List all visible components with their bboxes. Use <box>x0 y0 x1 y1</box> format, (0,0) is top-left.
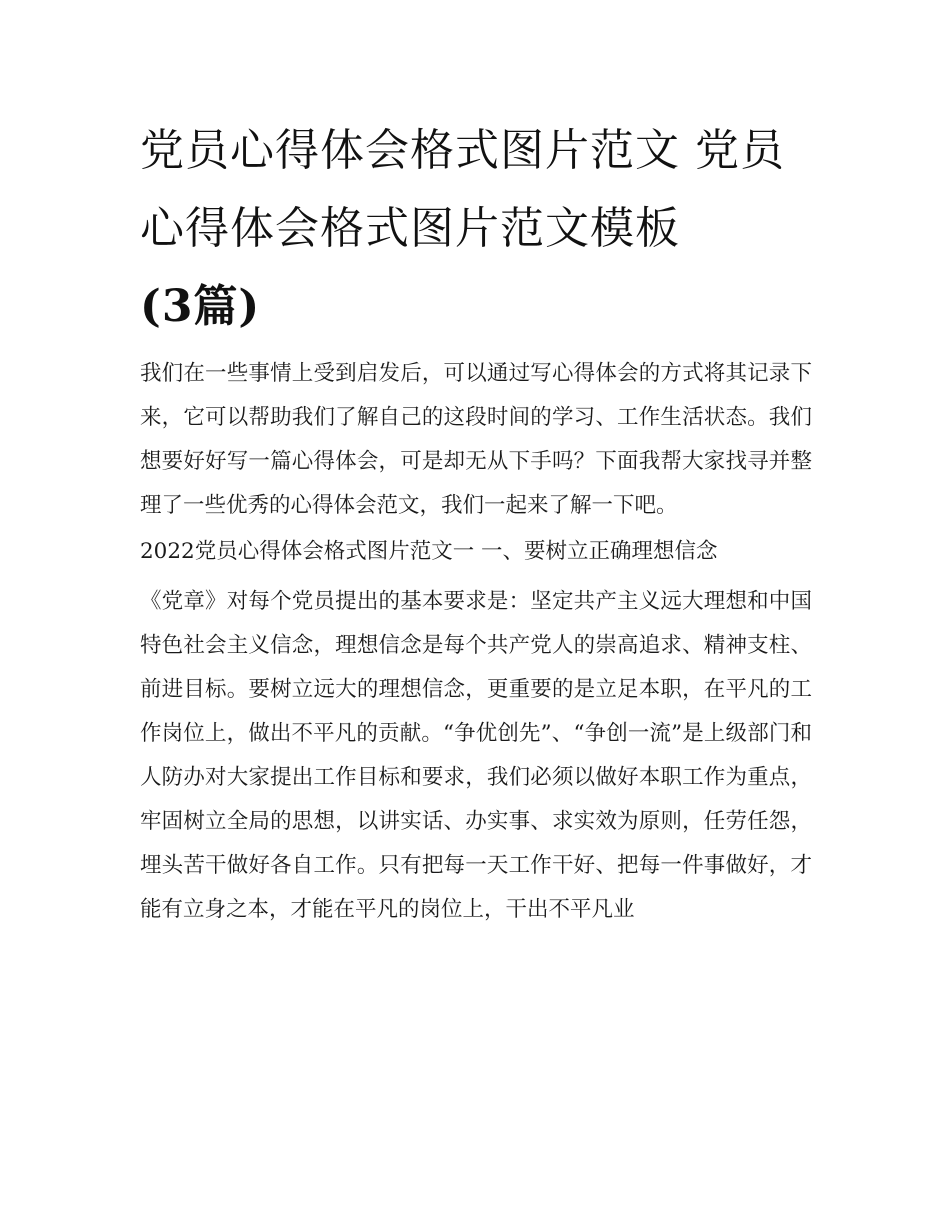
document-title-text: 党员心得体会格式图片范文 党员心得体会格式图片范文模板 <box>140 125 785 254</box>
document-title-suffix: (3篇) <box>140 281 261 332</box>
document-page <box>140 112 812 932</box>
section-heading: 2022党员心得体会格式图片范文一 一、要树立正确理想信念 <box>140 539 718 564</box>
body-paragraph: 《党章》对每个党员提出的基本要求是：坚定共产主义远大理想和中国特色社会主义信念，理想信念是每个共产党人的崇高追求、精神支柱、前进目标。要树立远大的理想信念，更重要的是立足本职，在平凡的工作岗位上，做出不平凡的贡献。“争优创先”、“争创一流”是上级部门和人防办对大家提出工作目标和要求，我们必须以做好本职工作为重点，牢固树立全局的思想，以讲实话、办实事、求实效为原则，任劳任怨，埋头苦干做好各自工作。只有把每一天工作干好、把每一件事做好，才能有立身之本，才能在平凡的岗位上，干出不平凡业 <box>140 589 812 922</box>
document-title <box>140 112 812 346</box>
intro-paragraph: 我们在一些事情上受到启发后，可以通过写心得体会的方式将其记录下来，它可以帮助我们了解自己的这段时间的学习、工作生活状态。我们想要好好写一篇心得体会，可是却无从下手吗？下面我帮大家找寻并整理了一些优秀的心得体会范文，我们一起来了解一下吧。 <box>140 361 812 518</box>
